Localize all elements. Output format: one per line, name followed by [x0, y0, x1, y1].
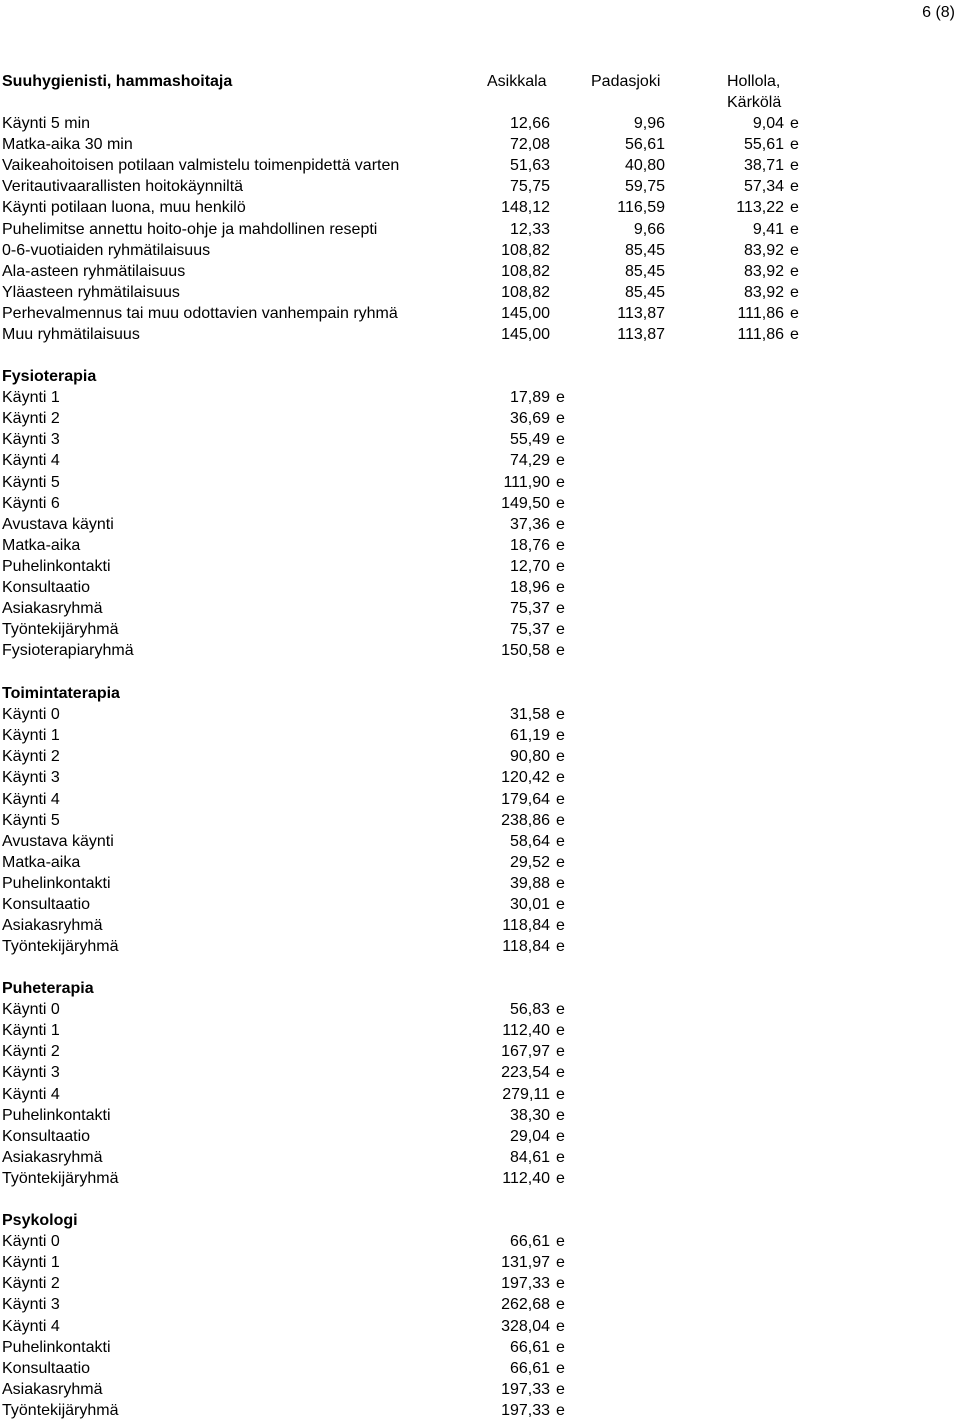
row-value: 262,68: [501, 1296, 550, 1314]
table-row: [0, 1273, 960, 1294]
row-value: 29,04: [509, 1127, 550, 1145]
row-label: Puhelinkontakti: [2, 1106, 111, 1124]
row-label: Avustava käynti: [2, 515, 114, 533]
currency-unit: e: [556, 1085, 565, 1103]
table-row: [0, 1337, 960, 1358]
row-label: Käynti 1: [2, 389, 60, 407]
value-hollola-karkola: 55,61: [743, 136, 784, 154]
column-header-asikkala: Asikkala: [487, 73, 547, 90]
currency-unit: e: [556, 557, 565, 575]
row-label: Puhelinkontakti: [2, 557, 111, 575]
row-label: Matka-aika: [2, 853, 81, 871]
row-label: Matka-aika 30 min: [2, 136, 133, 154]
value-padasjoki: 85,45: [624, 283, 665, 301]
row-value: 12,70: [509, 557, 550, 575]
row-label: Asiakasryhmä: [2, 1380, 103, 1398]
currency-unit: e: [556, 1001, 565, 1019]
currency-unit: e: [556, 431, 565, 449]
table-row: [0, 1400, 960, 1421]
row-label: Käynti 3: [2, 1296, 60, 1314]
section-title-fysio: Fysioterapia: [2, 368, 97, 385]
row-value: 38,30: [509, 1106, 550, 1124]
value-hollola-karkola: 57,34: [743, 178, 784, 196]
table-row: [0, 810, 960, 831]
table-row: [0, 408, 960, 429]
row-value: 84,61: [509, 1148, 550, 1166]
table-row: [0, 493, 960, 514]
value-hollola-karkola: 83,92: [743, 241, 784, 259]
currency-unit: e: [556, 515, 565, 533]
row-label: Avustava käynti: [2, 832, 114, 850]
row-label: Konsultaatio: [2, 896, 91, 913]
row-value: 30,01: [509, 896, 550, 913]
row-value: 120,42: [501, 769, 550, 787]
currency-unit: e: [556, 1359, 565, 1377]
currency-unit: e: [556, 1317, 565, 1335]
value-hollola-karkola: 111,86: [737, 326, 784, 343]
currency-unit: e: [556, 727, 565, 745]
value-hollola-karkola: 9,04: [752, 115, 784, 132]
currency-unit: e: [790, 178, 799, 196]
section-header: [0, 366, 960, 387]
row-label: Veritautivaarallisten hoitokäynniltä: [2, 178, 244, 196]
table-row: [0, 1316, 960, 1337]
row-label: Käynti 1: [2, 727, 60, 745]
currency-unit: e: [556, 579, 565, 596]
row-label: Matka-aika: [2, 536, 81, 554]
table-row: [0, 387, 960, 408]
row-label: Työntekijäryhmä: [2, 621, 119, 639]
row-value: 66,61: [509, 1233, 550, 1251]
row-label: Perhevalmennus tai muu odottavien vanhempain ryhmä: [2, 304, 398, 322]
row-label: Asiakasryhmä: [2, 1148, 103, 1166]
table-row: [0, 619, 960, 640]
row-value: 17,89: [509, 389, 550, 407]
table-row: [0, 176, 960, 197]
section-title-suu: Suuhygienisti, hammashoitaja: [2, 73, 233, 90]
table-row: [0, 1168, 960, 1189]
currency-unit: e: [556, 1127, 565, 1145]
currency-unit: e: [556, 536, 565, 554]
table-row: [0, 219, 960, 240]
table-row: [0, 894, 960, 915]
row-label: Käynti 4: [2, 1317, 60, 1335]
row-value: 75,37: [509, 621, 550, 639]
currency-unit: e: [556, 452, 565, 470]
row-value: 58,64: [509, 832, 550, 850]
table-row: [0, 1294, 960, 1315]
table-row: [0, 1126, 960, 1147]
row-label: Asiakasryhmä: [2, 600, 103, 618]
value-padasjoki: 56,61: [624, 136, 665, 154]
currency-unit: e: [556, 853, 565, 871]
table-row: [0, 936, 960, 957]
currency-unit: e: [556, 1064, 565, 1082]
row-label: Vaikeahoitoisen potilaan valmistelu toimenpidettä varten: [2, 157, 400, 175]
row-value: 36,69: [509, 410, 550, 428]
row-value: 74,29: [509, 452, 550, 470]
section-title-puhe: Puheterapia: [2, 980, 94, 997]
row-label: Käynti 4: [2, 452, 60, 470]
value-hollola-karkola: 111,86: [737, 304, 784, 322]
row-label: Työntekijäryhmä: [2, 1169, 119, 1187]
table-row: [0, 197, 960, 218]
currency-unit: e: [790, 220, 799, 238]
row-value: 75,37: [509, 600, 550, 618]
table-row: [0, 1379, 960, 1400]
table-row: [0, 240, 960, 261]
row-value: 179,64: [501, 790, 550, 808]
table-row: [0, 514, 960, 535]
table-row: [0, 113, 960, 134]
currency-unit: e: [556, 1106, 565, 1124]
row-label: Käynti 4: [2, 790, 60, 808]
row-label: 0-6-vuotiaiden ryhmätilaisuus: [2, 241, 211, 259]
value-asikkala: 108,82: [501, 241, 550, 259]
row-label: Muu ryhmätilaisuus: [2, 326, 140, 343]
currency-unit: e: [556, 896, 565, 913]
section-header: [0, 978, 960, 999]
row-value: 55,49: [509, 431, 550, 449]
currency-unit: e: [790, 136, 799, 154]
currency-unit: e: [556, 1338, 565, 1356]
table-row: [0, 598, 960, 619]
row-value: 197,33: [501, 1275, 550, 1293]
row-label: Puhelinkontakti: [2, 874, 111, 892]
row-value: 90,80: [509, 748, 550, 766]
row-value: 37,36: [509, 515, 550, 533]
row-label: Fysioterapiaryhmä: [2, 642, 134, 660]
currency-unit: e: [790, 199, 799, 217]
currency-unit: e: [790, 262, 799, 280]
row-label: Ala-asteen ryhmätilaisuus: [2, 262, 186, 280]
section-header: [0, 683, 960, 704]
row-label: Käynti 2: [2, 1275, 60, 1293]
row-label: Yläasteen ryhmätilaisuus: [2, 283, 180, 301]
row-value: 118,84: [502, 917, 550, 935]
currency-unit: e: [556, 1148, 565, 1166]
currency-unit: e: [556, 1296, 565, 1314]
currency-unit: e: [556, 389, 565, 407]
value-asikkala: 148,12: [501, 199, 550, 217]
row-label: Puhelimitse annettu hoito-ohje ja mahdollinen resepti: [2, 220, 378, 238]
row-label: Työntekijäryhmä: [2, 1401, 119, 1419]
currency-unit: e: [556, 748, 565, 766]
currency-unit: e: [790, 157, 799, 175]
row-value: 149,50: [501, 494, 550, 512]
value-padasjoki: 116,59: [617, 199, 665, 217]
table-row: [0, 999, 960, 1020]
row-value: 31,58: [509, 706, 550, 724]
row-value: 66,61: [509, 1359, 550, 1377]
currency-unit: e: [556, 832, 565, 850]
section-header: [0, 1210, 960, 1231]
row-label: Käynti 5: [2, 473, 60, 491]
row-label: Käynti 2: [2, 410, 60, 428]
row-label: Käynti 6: [2, 494, 60, 512]
value-asikkala: 75,75: [509, 178, 550, 196]
table-row: [0, 1062, 960, 1083]
currency-unit: e: [556, 621, 565, 639]
currency-unit: e: [556, 874, 565, 892]
row-label: Käynti 0: [2, 1001, 60, 1019]
row-label: Käynti 5 min: [2, 115, 91, 132]
value-padasjoki: 113,87: [617, 326, 665, 343]
value-hollola-karkola: 83,92: [743, 262, 784, 280]
row-label: Käynti 2: [2, 748, 60, 766]
row-label: Käynti 2: [2, 1043, 60, 1061]
value-padasjoki: 9,66: [633, 220, 665, 238]
currency-unit: e: [556, 1169, 565, 1187]
row-value: 56,83: [509, 1001, 550, 1019]
currency-unit: e: [556, 1275, 565, 1293]
table-row: [0, 767, 960, 788]
row-value: 112,40: [502, 1169, 550, 1187]
currency-unit: e: [556, 1233, 565, 1251]
value-padasjoki: 113,87: [617, 304, 665, 322]
currency-unit: e: [790, 241, 799, 259]
row-label: Käynti 3: [2, 769, 60, 787]
currency-unit: e: [556, 642, 565, 660]
table-row: [0, 1105, 960, 1126]
table-row: [0, 1020, 960, 1041]
value-asikkala: 72,08: [509, 136, 550, 154]
table-row: [0, 1231, 960, 1252]
row-label: Asiakasryhmä: [2, 917, 103, 935]
table-row: [0, 577, 960, 598]
value-hollola-karkola: 113,22: [736, 199, 784, 217]
currency-unit: e: [790, 283, 799, 301]
table-row: [0, 535, 960, 556]
row-label: Konsultaatio: [2, 1127, 91, 1145]
row-value: 197,33: [501, 1401, 550, 1419]
table-row: [0, 472, 960, 493]
value-padasjoki: 85,45: [624, 241, 665, 259]
table-row: [0, 1147, 960, 1168]
currency-unit: e: [556, 1022, 565, 1040]
row-label: Käynti 4: [2, 1085, 60, 1103]
value-hollola-karkola: 38,71: [743, 157, 784, 175]
value-hollola-karkola: 83,92: [743, 283, 784, 301]
table-row: [0, 746, 960, 767]
row-value: 111,90: [503, 473, 550, 491]
currency-unit: e: [556, 410, 565, 428]
table-row: [0, 556, 960, 577]
value-padasjoki: 9,96: [633, 115, 665, 132]
value-hollola-karkola: 9,41: [752, 220, 784, 238]
table-row: [0, 155, 960, 176]
row-value: 328,04: [501, 1317, 550, 1335]
currency-unit: e: [556, 790, 565, 808]
row-value: 39,88: [509, 874, 550, 892]
row-value: 197,33: [501, 1380, 550, 1398]
currency-unit: e: [556, 769, 565, 787]
currency-unit: e: [556, 600, 565, 618]
table-row: [0, 1252, 960, 1273]
currency-unit: e: [556, 1254, 565, 1272]
table-row: [0, 915, 960, 936]
currency-unit: e: [556, 1380, 565, 1398]
row-value: 223,54: [501, 1064, 550, 1082]
table-row: [0, 789, 960, 810]
row-label: Käynti 1: [2, 1254, 60, 1272]
row-label: Käynti 5: [2, 811, 60, 829]
table-row: [0, 303, 960, 324]
column-header-padasjoki: Padasjoki: [591, 73, 661, 90]
row-value: 167,97: [501, 1043, 550, 1061]
table-row: [0, 725, 960, 746]
table-row: [0, 1041, 960, 1062]
row-label: Konsultaatio: [2, 579, 91, 596]
row-label: Käynti 0: [2, 1233, 60, 1251]
value-asikkala: 51,63: [509, 157, 550, 175]
currency-unit: e: [556, 473, 565, 491]
currency-unit: e: [556, 811, 565, 829]
value-asikkala: 12,66: [509, 115, 550, 132]
table-row: [0, 261, 960, 282]
table-row: [0, 831, 960, 852]
value-asikkala: 145,00: [501, 326, 550, 343]
row-label: Konsultaatio: [2, 1359, 91, 1377]
value-padasjoki: 59,75: [624, 178, 665, 196]
row-label: Puhelinkontakti: [2, 1338, 111, 1356]
currency-unit: e: [790, 304, 799, 322]
table-row: [0, 429, 960, 450]
row-label: Käynti 3: [2, 1064, 60, 1082]
value-asikkala: 108,82: [501, 283, 550, 301]
table-row: [0, 873, 960, 894]
row-value: 112,40: [502, 1022, 550, 1040]
table-row: [0, 852, 960, 873]
currency-unit: e: [556, 938, 565, 956]
currency-unit: e: [556, 917, 565, 935]
row-value: 29,52: [509, 853, 550, 871]
row-value: 18,76: [509, 536, 550, 554]
row-value: 150,58: [501, 642, 550, 660]
table-row: [0, 324, 960, 345]
row-label: Käynti 3: [2, 431, 60, 449]
row-value: 61,19: [509, 727, 550, 745]
row-value: 131,97: [501, 1254, 550, 1272]
row-value: 238,86: [501, 811, 550, 829]
row-label: Työntekijäryhmä: [2, 938, 119, 956]
table-row: [0, 282, 960, 303]
value-asikkala: 145,00: [501, 304, 550, 322]
value-padasjoki: 40,80: [624, 157, 665, 175]
value-asikkala: 108,82: [501, 262, 550, 280]
row-label: Käynti potilaan luona, muu henkilö: [2, 199, 246, 217]
table-row: [0, 640, 960, 661]
currency-unit: e: [556, 494, 565, 512]
suu-header-row: [0, 71, 960, 111]
currency-unit: e: [556, 1401, 565, 1419]
table-row: [0, 1358, 960, 1379]
table-row: [0, 1084, 960, 1105]
column-header-hollola: Hollola,: [727, 73, 781, 90]
table-row: [0, 134, 960, 155]
column-header-karkola: Kärkölä: [727, 94, 782, 111]
section-title-psyko: Psykologi: [2, 1212, 78, 1229]
row-value: 18,96: [509, 579, 550, 596]
row-value: 118,84: [502, 938, 550, 956]
table-row: [0, 450, 960, 471]
row-label: Käynti 1: [2, 1022, 60, 1040]
currency-unit: e: [790, 115, 799, 132]
value-padasjoki: 85,45: [624, 262, 665, 280]
table-row: [0, 704, 960, 725]
currency-unit: e: [556, 706, 565, 724]
row-value: 66,61: [509, 1338, 550, 1356]
currency-unit: e: [790, 326, 799, 343]
value-asikkala: 12,33: [509, 220, 550, 238]
currency-unit: e: [556, 1043, 565, 1061]
row-value: 279,11: [502, 1085, 550, 1103]
section-title-toiminta: Toimintaterapia: [2, 685, 120, 702]
row-label: Käynti 0: [2, 706, 60, 724]
page-number: 6 (8): [922, 4, 955, 21]
